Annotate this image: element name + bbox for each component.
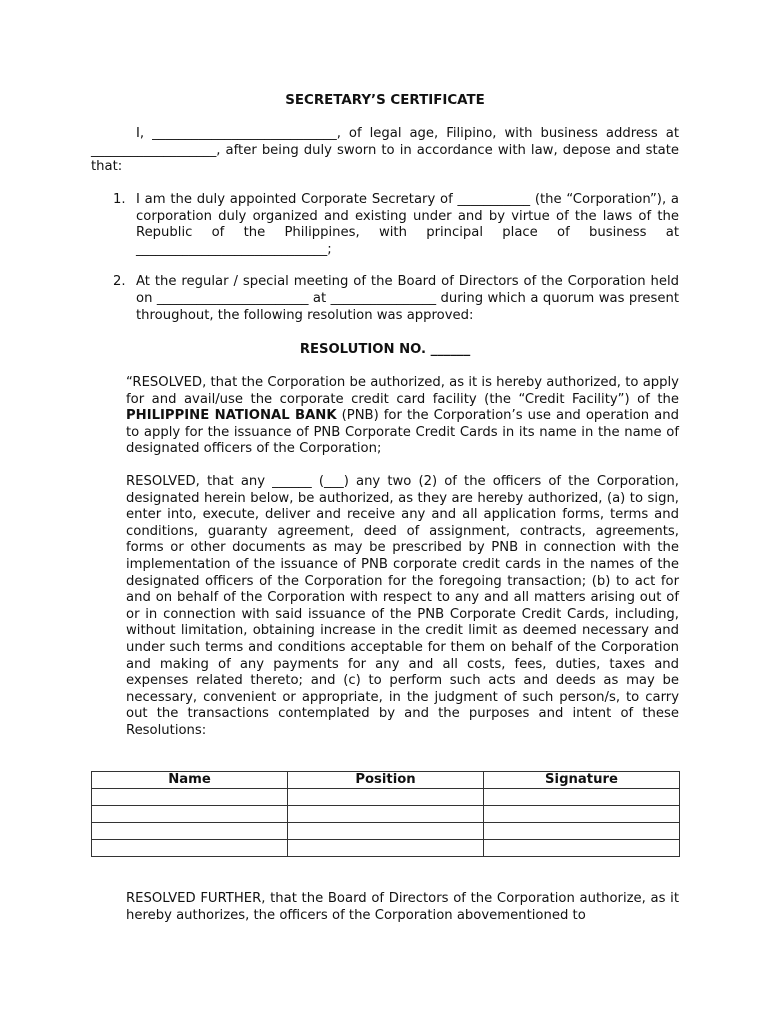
- list-item-number: 2.: [113, 274, 126, 290]
- position-cell[interactable]: [288, 789, 484, 806]
- table-row: [92, 823, 680, 840]
- signature-cell[interactable]: [484, 823, 680, 840]
- resolution-title: RESOLUTION NO. ______: [299, 342, 471, 357]
- signatory-table: [91, 771, 680, 857]
- signature-cell[interactable]: [484, 840, 680, 857]
- resolution-1-after: (PNB) for the Corporation’s use and operation and to apply for the issuance of PNB Corporate Credit Cards in its name in the name of designated officers of the Corporation;: [126, 408, 679, 457]
- name-cell[interactable]: [92, 823, 288, 840]
- resolution-paragraph-3: RESOLVED FURTHER, that the Board of Directors of the Corporation authorize, as it hereby authorizes, the officers of the Corporation abovementioned to: [126, 891, 679, 923]
- list-item-text: I am the duly appointed Corporate Secretary of ___________ (the “Corporation”), a corporation duly organized and existing under and by virtue of the laws of the Republic of the Philippines, with principal place of business at _____________________________;: [136, 192, 679, 257]
- position-cell[interactable]: [288, 806, 484, 823]
- document-title: SECRETARY’S CERTIFICATE: [285, 93, 485, 108]
- bank-name: PHILIPPINE NATIONAL BANK: [126, 408, 337, 424]
- list-item-number: 1.: [113, 192, 126, 207]
- name-cell[interactable]: [92, 840, 288, 857]
- resolution-paragraph-2: RESOLVED, that any ______ (___) any two (2) of the officers of the Corporation, designated herein below, be authorized, as they are hereby authorized, (a) to sign, enter into, execute, deliver and receive any and all application forms, terms and conditions, guaranty agreement, deed of assignment, contracts, agreements, forms or other documents as may be prescribed by PNB in connection with the implementation of the issuance of PNB corporate credit cards in the names of the designated officers of the Corporation for the foregoing transaction; (b) to act for and on behalf of the Corporation with respect to any and all matters arising out of or in connection with said issuance of the PNB Corporate Credit Cards, including, without limitation, obtaining increase in the credit limit as deemed necessary and under such terms and conditions acceptable for them on behalf of the Corporation and making of any payments for any and all costs, fees, duties, taxes and expenses related thereto; and (c) to perform such acts and deeds as may be necessary, convenient or appropriate, in the judgment of such person/s, to carry out the transactions contemplated by and the purposes and intent of these Resolutions:: [126, 474, 679, 738]
- table-row: [92, 806, 680, 823]
- list-item-text: At the regular / special meeting of the Board of Directors of the Corporation held on _______________________ at ________________ during which a quorum was present throughout, the following resolution was approved:: [136, 274, 679, 323]
- signature-cell[interactable]: [484, 789, 680, 806]
- name-cell[interactable]: [92, 806, 288, 823]
- intro-paragraph: I, ____________________________, of legal age, Filipino, with business address at ___________________, after being duly sworn to in accordance with law, depose and state that:: [91, 126, 679, 175]
- column-header-name: Name: [92, 772, 288, 789]
- signature-cell[interactable]: [484, 806, 680, 823]
- name-cell[interactable]: [92, 789, 288, 806]
- resolution-paragraph-1: [126, 375, 679, 458]
- column-header-position: Position: [288, 772, 484, 789]
- list-item: [91, 192, 679, 258]
- position-cell[interactable]: [288, 840, 484, 857]
- table-header-row: [92, 772, 680, 789]
- table-row: [92, 789, 680, 806]
- position-cell[interactable]: [288, 823, 484, 840]
- table-row: [92, 840, 680, 857]
- numbered-list: [91, 192, 679, 324]
- resolution-1-before: “RESOLVED, that the Corporation be authorized, as it is hereby authorized, to apply for and avail/use the corporate credit card facility (the “Credit Facility”) of the: [126, 375, 679, 407]
- list-item: [91, 274, 679, 324]
- column-header-signature: Signature: [484, 772, 680, 789]
